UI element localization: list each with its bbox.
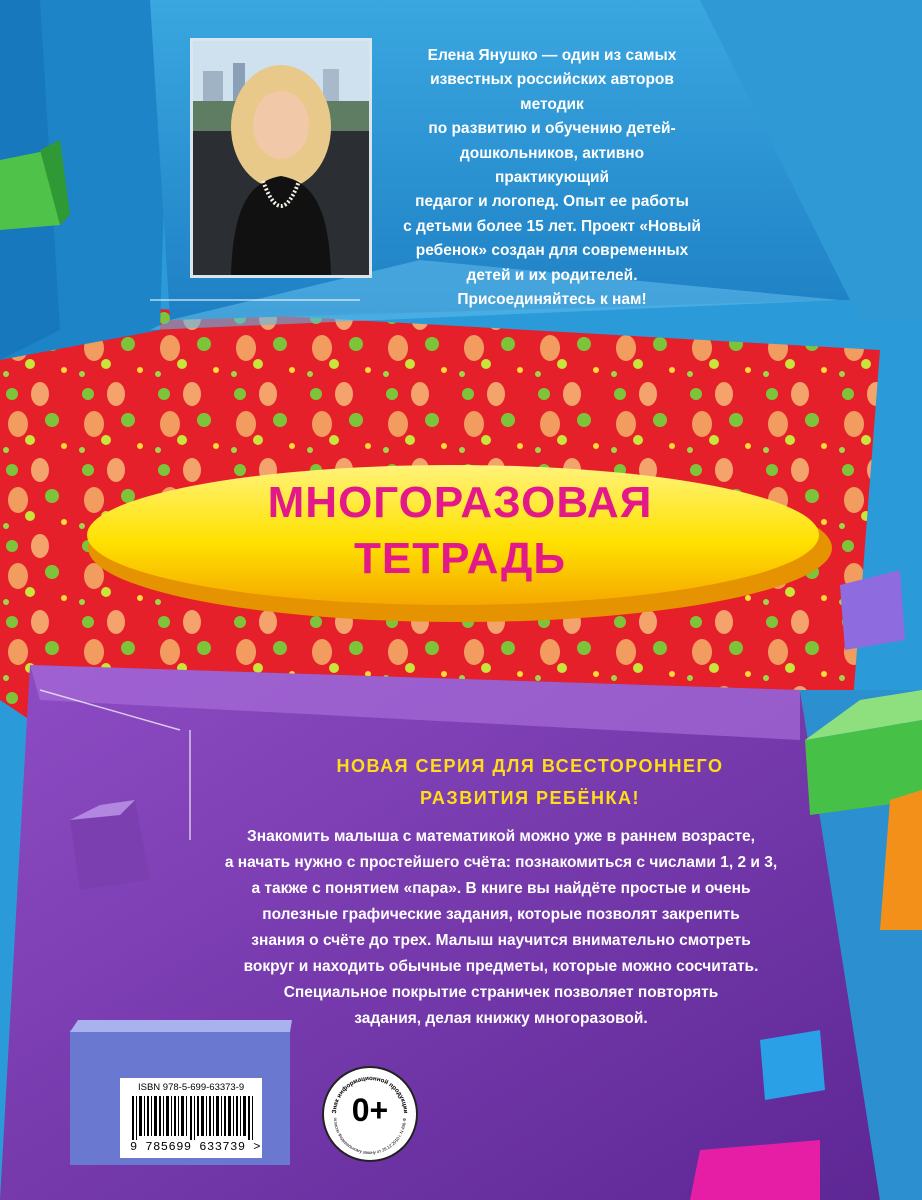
age-rating-value: 0+ — [351, 1092, 389, 1128]
age-ring-top: Знак информационной продукции — [330, 1074, 410, 1114]
bio-line: известных российских авторов методик — [430, 71, 674, 113]
bio-line: по развитию и обучению детей- — [428, 120, 676, 138]
headline-line-2: РАЗВИТИЯ РЕБЁНКА! — [420, 788, 640, 808]
series-headline — [250, 750, 810, 814]
description-line: Знакомить малыша с математикой можно уже в раннем возрасте, — [247, 828, 755, 845]
bio-line: Елена Янушко — один из самых — [427, 47, 677, 64]
description-line: Специальное покрытие страничек позволяет повторять — [283, 984, 719, 1001]
description-line: задания, делая книжку многоразовой. — [354, 1010, 648, 1027]
description-line: а также с понятием «пара». В книге вы найдёте простые и очень — [251, 880, 751, 897]
description-line: а начать нужно с простейшего счёта: познакомиться с числами 1, 2 и 3, — [224, 854, 778, 871]
bio-line: дошкольников, активно практикующий — [459, 144, 645, 187]
title-line-2: ТЕТРАДЬ — [354, 534, 566, 583]
title-line-1: МНОГОРАЗОВАЯ — [267, 478, 653, 527]
headline-line-1: НОВАЯ СЕРИЯ ДЛЯ ВСЕСТОРОННЕГО — [336, 756, 724, 776]
author-bio — [402, 44, 702, 312]
bio-line: ребенок» создан для современных — [415, 242, 689, 260]
bio-line: Присоединяйтесь к нам! — [457, 291, 647, 309]
barcode-bars — [130, 1096, 260, 1140]
age-ring-bottom: огласно Федеральному закону от 29.12.2010 г. N 436-Ф — [332, 1117, 408, 1155]
description-line: полезные графические задания, которые позволят закрепить — [262, 906, 740, 923]
bio-line: с детьми более 15 лет. Проект «Новый — [403, 217, 701, 235]
isbn-label: ISBN 978-5-699-63373-9 — [138, 1082, 245, 1093]
description-line: знания о счёте до трех. Малыш научится внимательно смотреть — [251, 932, 751, 949]
bio-line: детей и их родителей. — [466, 266, 638, 284]
bio-line: педагог и логопед. Опыт ее работы — [415, 193, 689, 211]
barcode-digits: 9 785699 633739 > — [130, 1140, 261, 1154]
description-line: вокруг и находить обычные предметы, которые можно сосчитать. — [243, 958, 759, 975]
author-photo — [190, 38, 372, 278]
book-description — [196, 824, 806, 1032]
